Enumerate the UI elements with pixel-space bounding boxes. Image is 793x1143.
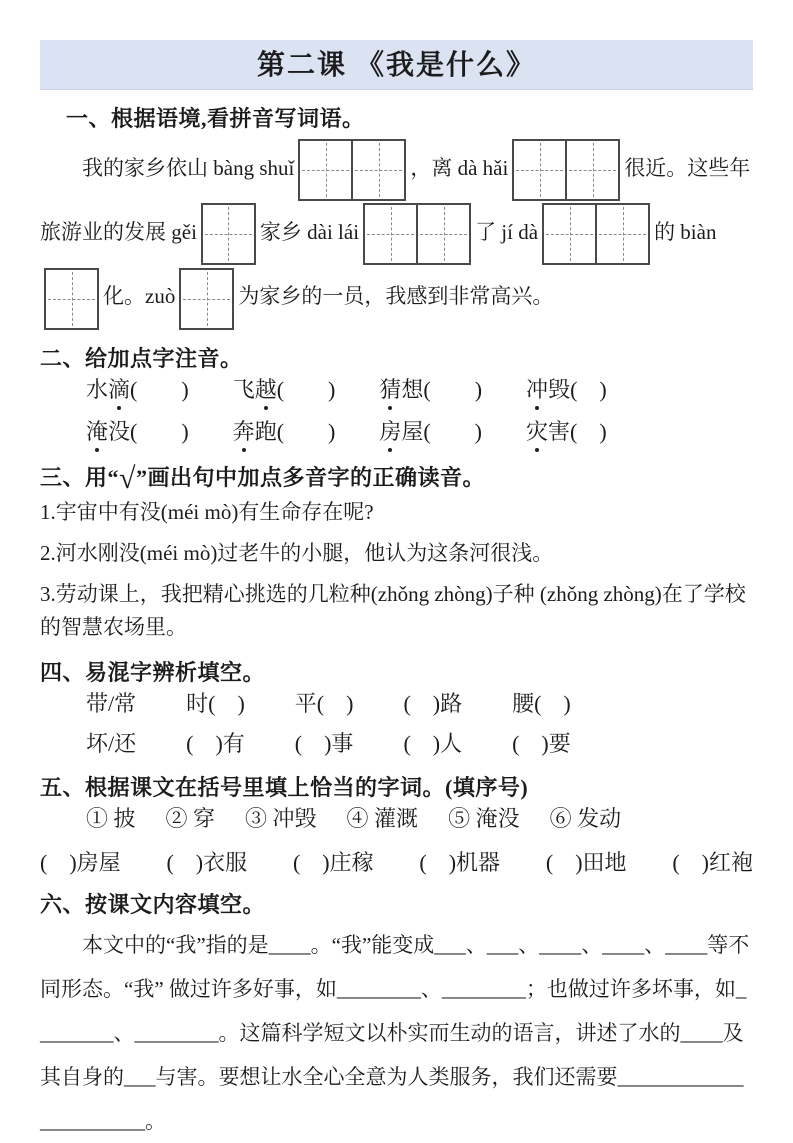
annotate-item xyxy=(86,419,189,445)
word-part: 水 xyxy=(86,376,109,402)
fill-item: 时( ) xyxy=(186,690,245,716)
annotate-item xyxy=(379,419,482,445)
dotted-char: 奔 xyxy=(232,418,255,444)
text-segment: ，离 dà hǎi xyxy=(410,156,509,180)
fill-item: ( )有 xyxy=(186,730,245,756)
annotate-row-1 xyxy=(40,377,753,403)
sentence-3: 3.劳动课上，我把精心挑选的几粒种(zhǒng zhòng)子种 (zhǒng zhòng)在了学校的智慧农场里。 xyxy=(40,581,746,639)
fill-item: ( )房屋 xyxy=(40,849,121,875)
text-segment: 的 biàn xyxy=(654,220,717,245)
tianzige-cell xyxy=(595,205,648,263)
word-part: ( ) xyxy=(276,376,336,402)
fill-item: 腰( ) xyxy=(512,690,571,716)
sentence-2: 2.河水刚没(méi mò)过老牛的小腿，他认为这条河很浅。 xyxy=(40,540,554,565)
annotate-row-2 xyxy=(40,419,753,445)
fill-item: ( )机器 xyxy=(419,849,501,875)
text-segment: 了 jí dà xyxy=(475,220,539,245)
section-2-heading: 二、给加点字注音。 xyxy=(40,345,243,371)
section-1-heading: 一、根据语境,看拼音写词语。 xyxy=(66,106,365,131)
tianzige-cell xyxy=(181,270,232,328)
text-segment: 很近。这些年旅游业的发展 gěi xyxy=(40,156,751,245)
fill-item: ( )庄稼 xyxy=(292,849,374,875)
tianzige-cell xyxy=(544,205,595,263)
writing-grid-2cell xyxy=(512,139,620,201)
fill-item: ( )事 xyxy=(294,730,354,756)
text-segment: 为家乡的一员，我感到非常高兴。 xyxy=(238,284,554,309)
option-item: ③ 冲毁 xyxy=(245,805,317,831)
dotted-char: 灾 xyxy=(526,418,549,444)
annotate-item xyxy=(379,377,482,403)
option-item: ④ 灌溉 xyxy=(346,805,419,831)
annotate-item xyxy=(86,377,189,403)
tianzige-cell xyxy=(565,141,618,199)
tianzige-cell xyxy=(300,141,351,199)
fill-item: ( )衣服 xyxy=(166,849,248,875)
writing-grid-2cell xyxy=(298,139,406,201)
fill-item: ( )路 xyxy=(403,690,463,716)
section-3-heading xyxy=(40,461,753,495)
fill-item-list xyxy=(40,850,753,876)
fill-item: 平( ) xyxy=(294,690,354,716)
text-segment: 我的家乡依山 bàng shuǐ xyxy=(82,156,295,180)
writing-grid-1cell xyxy=(179,268,234,330)
word-part: ( ) xyxy=(130,376,189,402)
dotted-char: 冲 xyxy=(526,376,549,402)
lesson-title-bar xyxy=(40,40,753,90)
writing-grid-1cell xyxy=(44,268,99,330)
fill-item: ( )田地 xyxy=(545,849,627,875)
annotate-item xyxy=(233,377,336,403)
word-part: 害( ) xyxy=(548,418,607,444)
word-part: 跑( ) xyxy=(254,418,336,444)
text-segment: 化。zuò xyxy=(103,284,176,309)
annotate-item xyxy=(233,419,336,445)
sentence-1: 1.宇宙中有没(méi mò)有生命存在呢? xyxy=(40,499,374,524)
heading-text: ”画出句中加点多音字的正确读音。 xyxy=(135,464,485,490)
dotted-char: 滴 xyxy=(108,376,131,402)
dotted-char: 猜 xyxy=(379,376,402,402)
cloze-paragraph: 本文中的“我”指的是____。“我”能变成___、___、____、____、____等不同形态。“我” 做过许多好事，如________、________；也做过许多坏事，如________、________。这篇科学短文以朴实而生动的语言，讲述了水的____及其自身的___与害。要想让水全心全意为人类服务，我们还需要______________________。 xyxy=(40,932,750,1133)
option-item: ① 披 xyxy=(86,805,136,831)
pinyin-paragraph xyxy=(40,137,753,330)
tianzige-cell xyxy=(46,270,97,328)
tianzige-cell xyxy=(416,205,469,263)
annotate-item xyxy=(526,377,607,403)
fill-item: ( )人 xyxy=(403,730,463,756)
word-part: 屋( ) xyxy=(401,418,483,444)
page-title: 第二课 《我是什么》 xyxy=(256,50,536,81)
word-part: 飞 xyxy=(232,376,255,402)
writing-grid-1cell xyxy=(201,203,256,265)
option-item: ⑤ 淹没 xyxy=(448,805,520,831)
confuse-row-1 xyxy=(40,691,753,717)
heading-text: 三、用“ xyxy=(40,464,120,490)
annotate-item xyxy=(526,419,607,445)
tianzige-cell xyxy=(351,141,404,199)
tianzige-cell xyxy=(365,205,416,263)
text-segment: 家乡 dài lái xyxy=(259,220,360,245)
word-part: 想( ) xyxy=(401,376,483,402)
word-part: 毁( ) xyxy=(548,376,607,402)
writing-grid-2cell xyxy=(363,203,471,265)
check-mark: √ xyxy=(119,461,136,495)
dotted-char: 房 xyxy=(379,418,402,444)
confuse-row-2 xyxy=(40,731,753,757)
dotted-char: 淹 xyxy=(86,418,109,444)
dotted-char: 越 xyxy=(254,376,277,402)
char-pair: 坏/还 xyxy=(86,730,137,756)
option-list xyxy=(40,806,753,832)
option-item: ⑥ 发动 xyxy=(549,805,622,831)
fill-item: ( )红袍 xyxy=(672,849,753,875)
tianzige-cell xyxy=(514,141,565,199)
writing-grid-2cell xyxy=(542,203,650,265)
fill-item: ( )要 xyxy=(512,730,571,756)
section-4-heading: 四、易混字辨析填空。 xyxy=(40,659,266,685)
char-pair: 带/常 xyxy=(86,690,137,716)
option-item: ② 穿 xyxy=(165,805,216,831)
section-6-heading: 六、按课文内容填空。 xyxy=(40,891,266,917)
tianzige-cell xyxy=(203,205,254,263)
word-part: 没( ) xyxy=(108,418,189,444)
section-5-heading: 五、根据课文在括号里填上恰当的字词。(填序号) xyxy=(40,774,529,800)
